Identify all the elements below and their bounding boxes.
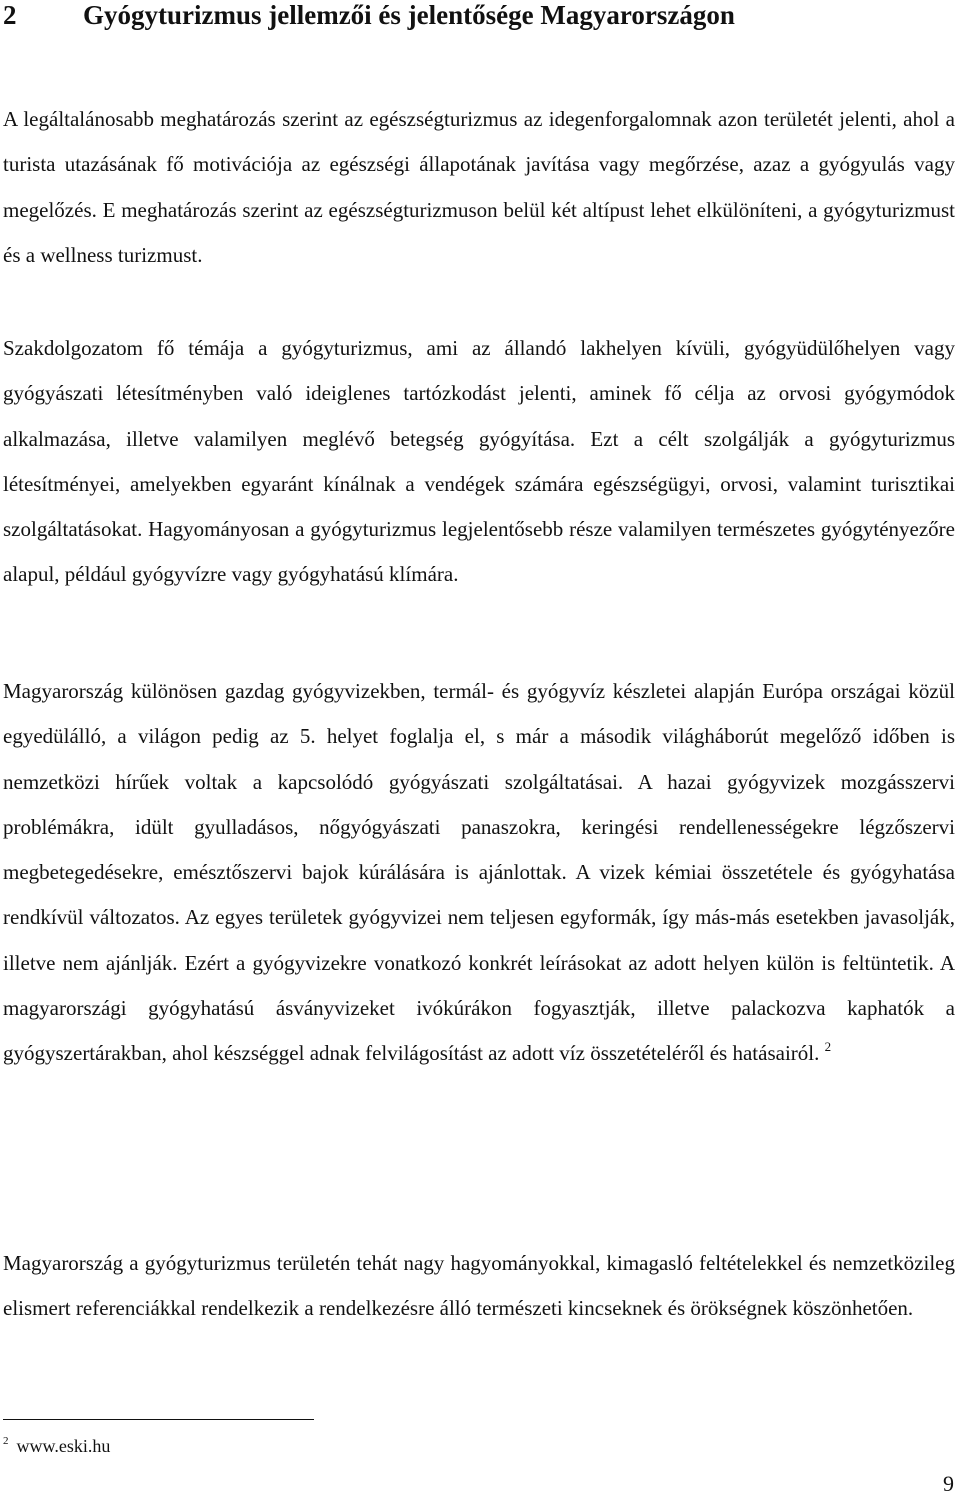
section-number: 2	[3, 0, 17, 30]
paragraph-definition: A legáltalánosabb meghatározás szerint az egészségturizmus az idegenforgalomnak azon területét jelenti, ahol a turista utazásának fő motivációja az egészségi állapotának javítása vagy megőrzése, azaz a gyógyulás vagy megelőzés. E meghatározás szerint az egészségturizmuson belül két altípust lehet elkülöníteni, a gyógyturizmust és a wellness turizmust.	[3, 107, 955, 267]
paragraph-conclusion: Magyarország a gyógyturizmus területén tehát nagy hagyományokkal, kimagasló feltételekkel és nemzetközileg elismert referenciákkal rendelkezik a rendelkezésre álló természeti kincseknek és örökségnek köszönhetően.	[3, 1251, 955, 1321]
footnote-marker: 2	[3, 1435, 9, 1447]
paragraph-thesis-topic: Szakdolgozatom fő témája a gyógyturizmus, ami az állandó lakhelyen kívüli, gyógyüdülőhelyen vagy gyógyászati létesítményben való ideiglenes tartózkodást jelenti, aminek fő célja az orvosi gyógymódok alkalmazása, illetve valamilyen meglévő betegség gyógyítása. Ezt a célt szolgálják a gyógyturizmus létesítményei, amelyekben egyaránt kínálnak a vendégek számára egészségügyi, orvosi, valamint turisztikai szolgáltatásokat. Hagyományosan a gyógyturizmus legjelentősebb része valamilyen természetes gyógytényezőre alapul, például gyógyvízre vagy gyógyhatású klímára.	[3, 336, 955, 587]
footnote	[3, 1436, 110, 1457]
footnote-separator	[3, 1419, 314, 1420]
paragraph-hungary-waters	[3, 669, 955, 1077]
footnote-reference[interactable]: 2	[824, 1039, 832, 1055]
page-number: 9	[943, 1471, 954, 1496]
section-heading	[3, 0, 735, 31]
footnote-link[interactable]: www.eski.hu	[16, 1436, 111, 1456]
paragraph-text: Magyarország különösen gazdag gyógyvizekben, termál- és gyógyvíz készletei alapján Európa országai közül egyedülálló, a világon pedig az 5. helyet foglalja el, s már a második világháborút megelőző időben is nemzetközi hírűek voltak a kapcsolódó gyógyászati szolgáltatásai. A hazai gyógyvizek mozgásszervi problémákra, idült gyulladásos, nőgyógyászati panaszokra, keringési rendellenességekre légzőszervi megbetegedésekre, emésztőszervi bajok kúrálására is ajánlottak. A vizek kémiai összetétele és gyógyhatása rendkívül változatos. Az egyes területek gyógyvizei nem teljesen egyformák, így más-más esetekben javasolják, illetve nem ajánlják. Ezért a gyógyvizekre vonatkozó konkrét leírásokat az adott helyen külön is feltüntetik. A magyarországi gyógyhatású ásványvizeket ivókúrákon fogyasztják, illetve palackozva kaphatók a gyógyszertárakban, ahol készséggel adnak felvilágosítást az adott víz összetételéről és hatásairól.	[3, 679, 955, 1066]
section-title: Gyógyturizmus jellemzői és jelentősége Magyarországon	[83, 0, 735, 30]
